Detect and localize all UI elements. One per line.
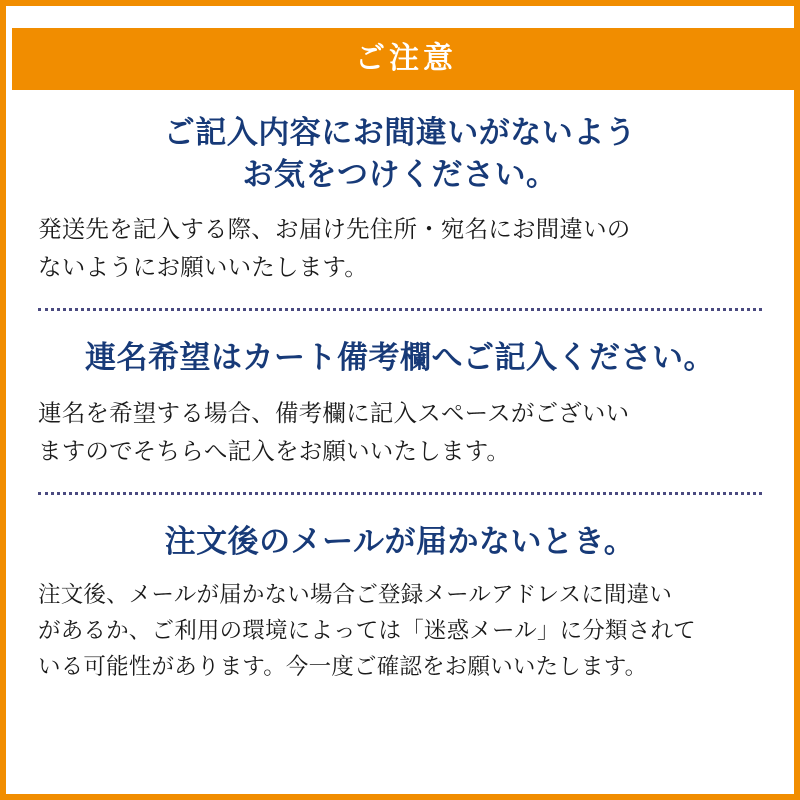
section-heading-line: 連名希望はカート備考欄へご記入ください。 [85,340,715,376]
section-heading [38,337,762,379]
section-body [38,394,762,470]
section-heading-line: ご記入内容にお間違いがないよう [163,115,637,150]
section-body-line: があるか、ご利用の環境によっては「迷惑メール」に分類されて [38,617,696,643]
section-body-line: ないようにお願いいたします。 [38,254,368,281]
section-body-line: 発送先を記入する際、お届け先住所・宛名にお間違いの [38,216,631,243]
notice-banner-title: ご注意 [355,42,457,75]
section-body [38,210,762,286]
section-divider [38,308,762,311]
section-heading [38,521,762,563]
section-divider [38,492,762,495]
notice-section-joint-name [38,311,762,469]
notice-section-mail-not-arrived [38,495,762,685]
section-heading-line: お気をつけください。 [242,157,558,193]
notice-content [12,90,788,788]
section-body-line: ますのでそちらへ記入をお願いいたします。 [38,437,511,464]
section-body [38,577,762,685]
section-heading [38,112,762,196]
section-body-line: 注文後、メールが届かない場合ご登録メールアドレスに間違い [38,581,673,607]
section-body-line: 連名を希望する場合、備考欄に記入スペースがございい [38,399,630,426]
notice-banner [12,28,800,90]
notice-section-input-check [38,90,762,286]
section-body-line: いる可能性があります。今一度ご確認をお願いいたします。 [38,653,648,679]
section-heading-line: 注文後のメールが届かないとき。 [164,523,636,559]
